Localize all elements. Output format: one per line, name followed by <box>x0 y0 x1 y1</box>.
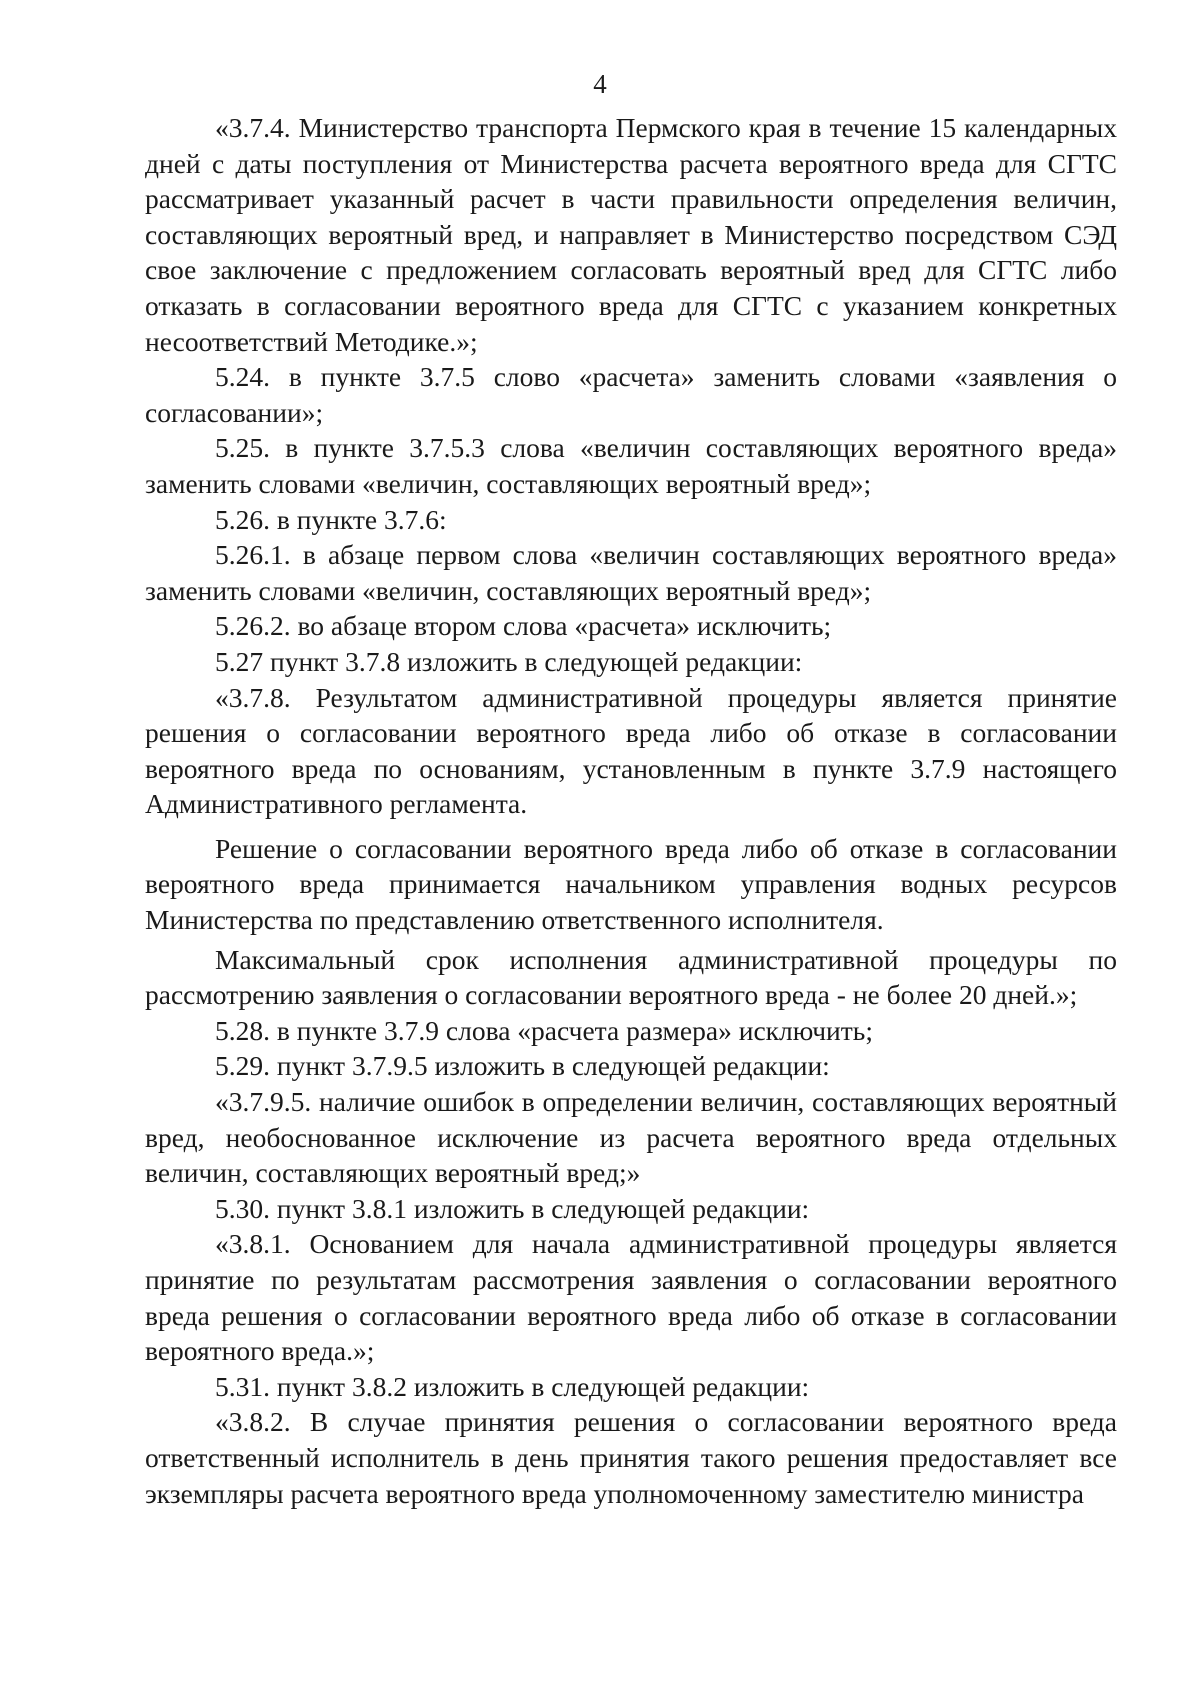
paragraph-decision: Решение о согласовании вероятного вреда либо об отказе в согласовании вероятного вреда принимается начальником управления водных ресурсов Министерства по представлению ответственного исполнителя. <box>145 832 1117 936</box>
paragraph-5-26: 5.26. в пункте 3.7.6: <box>215 503 447 535</box>
paragraph-5-31: 5.31. пункт 3.8.2 изложить в следующей редакции: <box>215 1370 810 1402</box>
paragraph-5-29: 5.29. пункт 3.7.9.5 изложить в следующей редакции: <box>215 1050 830 1082</box>
paragraph-3-8-2: «3.8.2. В случае принятия решения о согласовании вероятного вреда ответственный исполнитель в день принятия такого решения предоставляет все экземпляры расчета вероятного вреда уполномоченному заместителю министра <box>145 1406 1117 1509</box>
paragraph-5-26-1: 5.26.1. в абзаце первом слова «величин составляющих вероятного вреда» заменить словами «величин, составляющих вероятный вред»; <box>145 539 1117 606</box>
paragraph-5-30: 5.30. пункт 3.8.1 изложить в следующей редакции: <box>215 1192 810 1224</box>
paragraph-3-8-1: «3.8.1. Основанием для начала административной процедуры является принятие по результатам рассмотрения заявления о согласовании вероятного вреда решения о согласовании вероятного вреда либо об отказе в согласовании вероятного вреда.»; <box>145 1228 1117 1367</box>
document-body <box>145 110 1117 1511</box>
paragraph-5-26-2: 5.26.2. во абзаце втором слова «расчета» исключить; <box>215 610 832 642</box>
page-number: 4 <box>593 69 607 99</box>
paragraph-3-7-9-5: «3.7.9.5. наличие ошибок в определении величин, составляющих вероятный вред, необоснованное исключение из расчета вероятного вреда отдельных величин, составляющих вероятный вред;» <box>145 1086 1117 1189</box>
paragraph-5-25: 5.25. в пункте 3.7.5.3 слова «величин составляющих вероятного вреда» заменить словами «величин, составляющих вероятный вред»; <box>145 432 1117 499</box>
paragraph-3-7-4: «3.7.4. Министерство транспорта Пермского края в течение 15 календарных дней с даты поступления от Министерства расчета вероятного вреда для СГТС рассматривает указанный расчет в части правильности определения величин, составляющих вероятный вред, и направляет в Министерство посредством СЭД свое заключение с предложением согласовать вероятный вред для СГТС либо отказать в согласовании вероятного вреда для СГТС с указанием конкретных несоответствий Методике.»; <box>145 112 1117 357</box>
paragraph-5-28: 5.28. в пункте 3.7.9 слова «расчета размера» исключить; <box>215 1014 873 1046</box>
paragraph-max-term: Максимальный срок исполнения административной процедуры по рассмотрению заявления о согласовании вероятного вреда - не более 20 дней.»; <box>145 943 1117 1011</box>
paragraph-5-24: 5.24. в пункте 3.7.5 слово «расчета» заменить словами «заявления о согласовании»; <box>145 361 1117 428</box>
paragraph-3-7-8: «3.7.8. Результатом административной процедуры является принятие решения о согласовании вероятного вреда либо об отказе в согласовании вероятного вреда по основаниям, установленным в пункте 3.7.9 настоящего Административного регламента. <box>145 681 1117 820</box>
paragraph-5-27: 5.27 пункт 3.7.8 изложить в следующей редакции: <box>215 645 803 677</box>
